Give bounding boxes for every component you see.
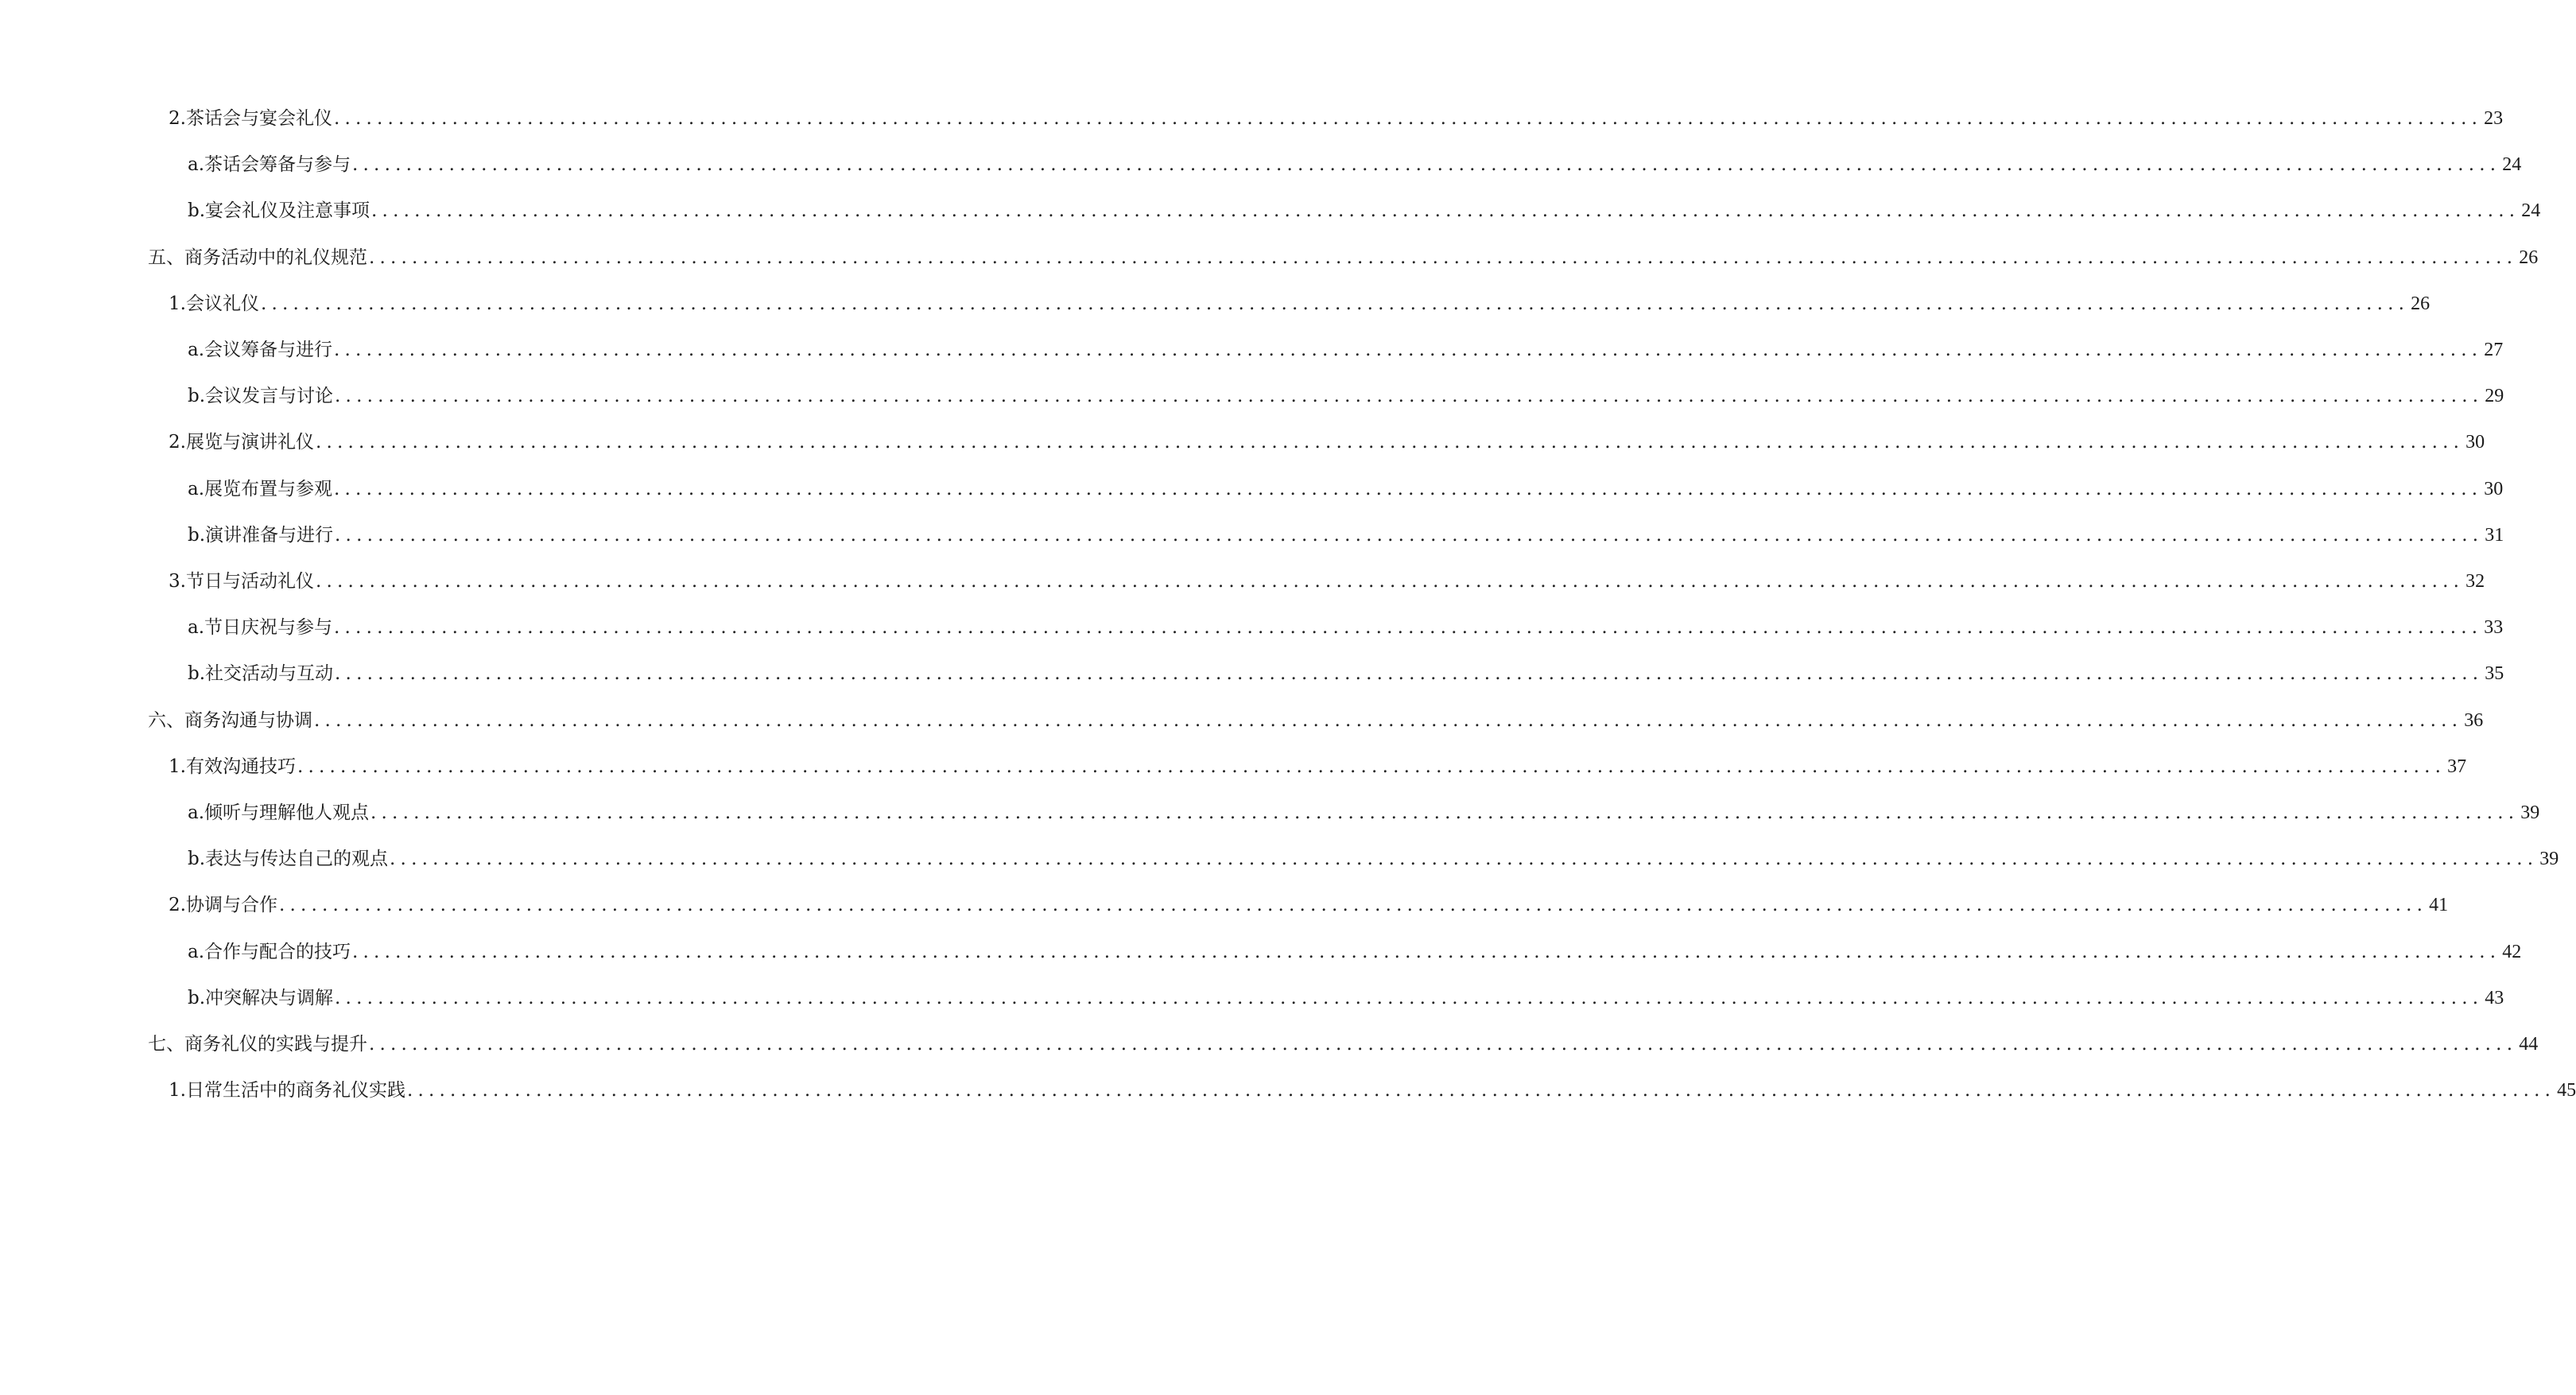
toc-entry-title: 会议发言与讨论 bbox=[205, 386, 334, 406]
toc-entry-number: a. bbox=[188, 340, 205, 360]
toc-dot-leader: ........................................................................................................................................................................................................ bbox=[278, 895, 2428, 915]
toc-entry-title: 宴会礼仪及注意事项 bbox=[205, 200, 370, 221]
toc-page-number: 24 bbox=[2502, 154, 2522, 175]
toc-entry-number: b. bbox=[188, 386, 206, 406]
toc-page-number: 41 bbox=[2429, 895, 2449, 915]
toc-dot-leader: ........................................................................................................................................................................................................ bbox=[334, 617, 2483, 638]
toc-dot-leader: ........................................................................................................................................................................................................ bbox=[333, 108, 2483, 129]
toc-dot-leader: ........................................................................................................................................................................................................ bbox=[406, 1080, 2556, 1101]
toc-dot-leader: ........................................................................................................................................................................................................ bbox=[315, 571, 2465, 592]
toc-entry-number: a. bbox=[188, 154, 205, 175]
toc-subsection-entry[interactable] bbox=[188, 523, 2504, 547]
toc-page-number: 27 bbox=[2484, 340, 2504, 360]
toc-page-number: 43 bbox=[2485, 988, 2504, 1008]
toc-entry-title: 展览布置与参观 bbox=[204, 479, 333, 499]
toc-subsection-entry[interactable] bbox=[188, 662, 2504, 686]
toc-entry-title: 七、商务礼仪的实践与提升 bbox=[148, 1034, 367, 1055]
toc-entry-number: a. bbox=[188, 617, 205, 638]
toc-dot-leader: ........................................................................................................................................................................................................ bbox=[315, 432, 2465, 453]
toc-entry-title: 节日与活动礼仪 bbox=[185, 571, 314, 592]
toc-entry-title: 社交活动与互动 bbox=[205, 663, 334, 684]
toc-subsection-entry[interactable] bbox=[188, 338, 2504, 362]
toc-entry-number: 2. bbox=[169, 895, 186, 915]
toc-dot-leader: ........................................................................................................................................................................................................ bbox=[369, 247, 2518, 268]
toc-section-entry[interactable] bbox=[169, 569, 2485, 593]
toc-entry-number: a. bbox=[188, 942, 205, 962]
toc-entry-title: 日常生活中的商务礼仪实践 bbox=[185, 1080, 405, 1101]
toc-page-number: 39 bbox=[2520, 802, 2540, 823]
toc-chapter-entry[interactable] bbox=[148, 246, 2539, 270]
toc-entry-number: b. bbox=[188, 200, 206, 221]
toc-page-number: 45 bbox=[2557, 1080, 2576, 1101]
toc-dot-leader: ........................................................................................................................................................................................................ bbox=[335, 525, 2484, 546]
toc-entry-title: 协调与合作 bbox=[185, 895, 277, 915]
toc-entry-title: 冲突解决与调解 bbox=[205, 988, 334, 1008]
toc-entry-number: a. bbox=[188, 479, 205, 499]
toc-dot-leader: ........................................................................................................................................................................................................ bbox=[260, 293, 2410, 314]
toc-page-number: 44 bbox=[2519, 1034, 2539, 1055]
toc-entry-number: b. bbox=[188, 988, 206, 1008]
toc-entry-number: b. bbox=[188, 525, 206, 546]
toc-entry-number: b. bbox=[188, 663, 206, 684]
toc-entry-number: 2. bbox=[169, 108, 186, 129]
toc-entry-number: 3. bbox=[169, 571, 186, 592]
toc-dot-leader: ........................................................................................................................................................................................................ bbox=[334, 479, 2483, 499]
toc-subsection-entry[interactable] bbox=[188, 616, 2504, 639]
toc-page-number: 37 bbox=[2447, 756, 2467, 777]
toc-entry-title: 展览与演讲礼仪 bbox=[185, 432, 314, 453]
toc-dot-leader: ........................................................................................................................................................................................................ bbox=[297, 756, 2446, 777]
toc-page-number: 36 bbox=[2464, 710, 2484, 731]
toc-page-number: 26 bbox=[2411, 293, 2431, 314]
toc-dot-leader: ........................................................................................................................................................................................................ bbox=[314, 710, 2463, 731]
toc-entry-title: 倾听与理解他人观点 bbox=[204, 802, 370, 823]
toc-section-entry[interactable] bbox=[169, 292, 2431, 316]
toc-dot-leader: ........................................................................................................................................................................................................ bbox=[369, 1034, 2518, 1055]
toc-chapter-entry[interactable] bbox=[148, 1032, 2539, 1056]
toc-entry-title: 五、商务活动中的礼仪规范 bbox=[148, 247, 367, 268]
toc-entry-title: 有效沟通技巧 bbox=[185, 756, 296, 777]
toc-entry-title: 节日庆祝与参与 bbox=[204, 617, 333, 638]
toc-section-entry[interactable] bbox=[169, 893, 2449, 917]
toc-subsection-entry[interactable] bbox=[188, 384, 2504, 408]
toc-subsection-entry[interactable] bbox=[188, 199, 2541, 223]
toc-dot-leader: ........................................................................................................................................................................................................ bbox=[334, 340, 2483, 360]
toc-section-entry[interactable] bbox=[169, 107, 2504, 130]
toc-page-number: 26 bbox=[2519, 247, 2539, 268]
toc-page-number: 30 bbox=[2465, 432, 2485, 453]
toc-entry-title: 会议筹备与进行 bbox=[204, 340, 333, 360]
toc-section-entry[interactable] bbox=[169, 1078, 2576, 1102]
toc-entry-number: 1. bbox=[169, 756, 186, 777]
toc-dot-leader: ........................................................................................................................................................................................................ bbox=[335, 663, 2484, 684]
toc-entry-title: 表达与传达自己的观点 bbox=[205, 849, 389, 869]
toc-subsection-entry[interactable] bbox=[188, 153, 2522, 177]
toc-entry-title: 六、商务沟通与协调 bbox=[148, 710, 312, 731]
toc-dot-leader: ........................................................................................................................................................................................................ bbox=[352, 154, 2501, 175]
toc-entry-title: 合作与配合的技巧 bbox=[204, 942, 351, 962]
toc-dot-leader: ........................................................................................................................................................................................................ bbox=[370, 802, 2520, 823]
toc-page-number: 29 bbox=[2485, 386, 2504, 406]
toc-entry-number: 1. bbox=[169, 293, 186, 314]
toc-entry-number: 2. bbox=[169, 432, 186, 453]
toc-page-number: 24 bbox=[2521, 200, 2541, 221]
toc-dot-leader: ........................................................................................................................................................................................................ bbox=[390, 849, 2539, 869]
toc-subsection-entry[interactable] bbox=[188, 477, 2504, 501]
toc-dot-leader: ........................................................................................................................................................................................................ bbox=[371, 200, 2520, 221]
toc-entry-number: a. bbox=[188, 802, 205, 823]
toc-page-number: 33 bbox=[2484, 617, 2504, 638]
toc-subsection-entry[interactable] bbox=[188, 940, 2522, 964]
toc-dot-leader: ........................................................................................................................................................................................................ bbox=[335, 386, 2484, 406]
toc-page-number: 32 bbox=[2465, 571, 2485, 592]
toc-subsection-entry[interactable] bbox=[188, 801, 2540, 825]
toc-page-number: 31 bbox=[2485, 525, 2504, 546]
toc-subsection-entry[interactable] bbox=[188, 847, 2559, 871]
toc-page-number: 39 bbox=[2539, 849, 2559, 869]
toc-page-number: 35 bbox=[2485, 663, 2504, 684]
toc-section-entry[interactable] bbox=[169, 755, 2467, 779]
toc-entry-number: 1. bbox=[169, 1080, 186, 1101]
toc-section-entry[interactable] bbox=[169, 430, 2485, 454]
toc-entry-title: 茶话会与宴会礼仪 bbox=[185, 108, 332, 129]
toc-page-number: 30 bbox=[2484, 479, 2504, 499]
toc-subsection-entry[interactable] bbox=[188, 986, 2504, 1010]
toc-entry-title: 演讲准备与进行 bbox=[205, 525, 334, 546]
toc-entry-title: 茶话会筹备与参与 bbox=[204, 154, 351, 175]
toc-page-number: 23 bbox=[2484, 108, 2504, 129]
toc-dot-leader: ........................................................................................................................................................................................................ bbox=[352, 942, 2501, 962]
toc-entry-title: 会议礼仪 bbox=[185, 293, 259, 314]
toc-chapter-entry[interactable] bbox=[148, 709, 2484, 732]
toc-entry-number: b. bbox=[188, 849, 206, 869]
toc-page-number: 42 bbox=[2502, 942, 2522, 962]
toc-dot-leader: ........................................................................................................................................................................................................ bbox=[335, 988, 2484, 1008]
